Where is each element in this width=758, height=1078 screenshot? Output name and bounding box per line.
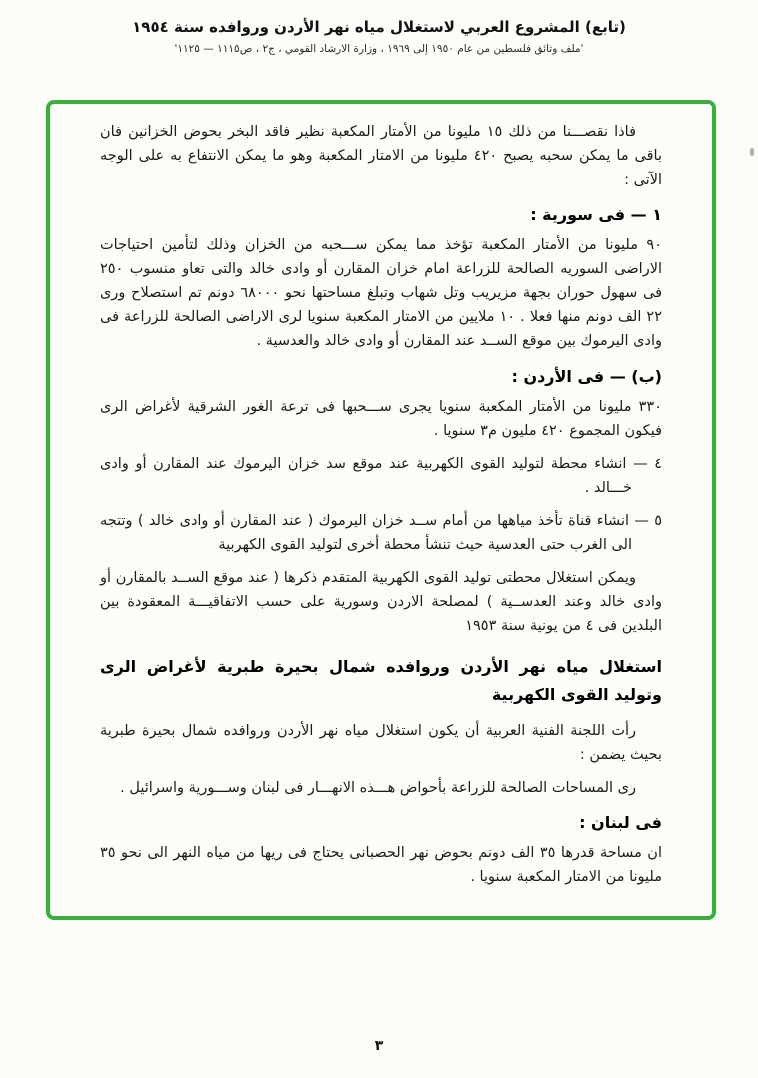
section-heading-syria: ١ — فى سورية : xyxy=(530,205,662,225)
page-number: ٣ xyxy=(374,1038,384,1054)
content-box xyxy=(46,100,716,920)
paragraph-jordan: ٣٣٠ مليونا من الأمتار المكعبة سنويا يجرى ســـحبها فى ترعة الغور الشرقية لأغراض الرى فيكون المجموع ٤٢٠ مليون م٣ سنويا . xyxy=(100,398,662,439)
paragraph-intro: فاذا نقصـــنا من ذلك ١٥ مليونا من الأمتار المكعبة نظير فاقد البخر بحوض الخزانين فان باقى ما يمكن سحبه يصبح ٤٢٠ مليونا من الامتار المكعبة وهو ما يمكن الانتفاع به على الوجه الآتى : xyxy=(100,124,662,189)
document-source: 'ملف وثائق فلسطين من عام ١٩٥٠ إلى ١٩٦٩ ، وزارة الارشاد القومي ، ج٢ ، ص١١١٥ — ١١٢٥' xyxy=(174,43,584,55)
document-title: (تابع) المشروع العربي لاستغلال مياه نهر الأردن وروافده سنة ١٩٥٤ xyxy=(132,18,626,36)
section-heading-utilization: استغلال مياه نهر الأردن وروافده شمال بحيرة طبرية لأغراض الرى وتوليد القوى الكهربية xyxy=(100,657,662,705)
scan-artifact xyxy=(750,148,754,156)
list-item-4: ٤ — انشاء محطة لتوليد القوى الكهربية عند موقع سد خزان اليرموك عند المقارن أو وادى خـــالد . xyxy=(100,455,662,496)
section-heading-lebanon: فى لبنان : xyxy=(579,813,662,833)
paragraph-power-stations: ويمكن استغلال محطتى توليد القوى الكهربية المتقدم ذكرها ( عند موقع الســد بالمقارن أو وادى خالد وعند العدســية ) لمصلحة الاردن وسورية على حسب الاتفاقيـــة المعقودة بين البلدين فى ٤ من يونية سنة ١٩٥٣ xyxy=(100,569,662,634)
list-item-5: ٥ — انشاء قناة تأخذ مياهها من أمام ســد خزان اليرموك ( عند المقارن أو وادى خالد ) وتتجه الى الغرب حتى العدسية حيث تنشأ محطة أخرى لتوليد القوى الكهربية xyxy=(100,512,662,553)
section-heading-jordan: (ب) — فى الأردن : xyxy=(511,366,662,386)
paragraph-lebanon: ان مساحة قدرها ٣٥ الف دونم بحوض نهر الحصبانى يحتاج فى ريها من مياه النهر الى نحو ٣٥ مليونا من الامتار المكعبة سنويا . xyxy=(100,845,662,886)
paragraph-syria: ٩٠ مليونا من الأمتار المكعبة تؤخذ مما يمكن ســـحبه من الخزان وذلك لتأمين احتياجات الاراضى السوريه الصالحة للزراعة امام خزان المقارن أو وادى خالد والتى تعاو منسوب ٢٥٠ فى سهول حوران بجهة مزيريب وتل شهاب وتبلغ مساحتها نحو ٦٨٠٠٠ دونم تم استصلاح ورى ٢٢ الف دونم منها فعلا . ١٠ ملايين من الامتار المكعبة سنويا لرى الاراضى الصالحة للزراعة فى وادى اليرموك بين موقع الســد عند المقارن أو وادى خالد والعدسية . xyxy=(100,237,662,350)
paragraph-committee: رأت اللجنة الفنية العربية أن يكون استغلال مياه نهر الأردن وروافده شمال بحيرة طبرية بحيث يضمن : xyxy=(100,723,662,764)
paragraph-irrigation-areas: رى المساحات الصالحة للزراعة بأحواض هـــذه الانهـــار فى لبنان وســـورية واسرائيل . xyxy=(120,780,636,797)
document-header xyxy=(0,0,758,55)
